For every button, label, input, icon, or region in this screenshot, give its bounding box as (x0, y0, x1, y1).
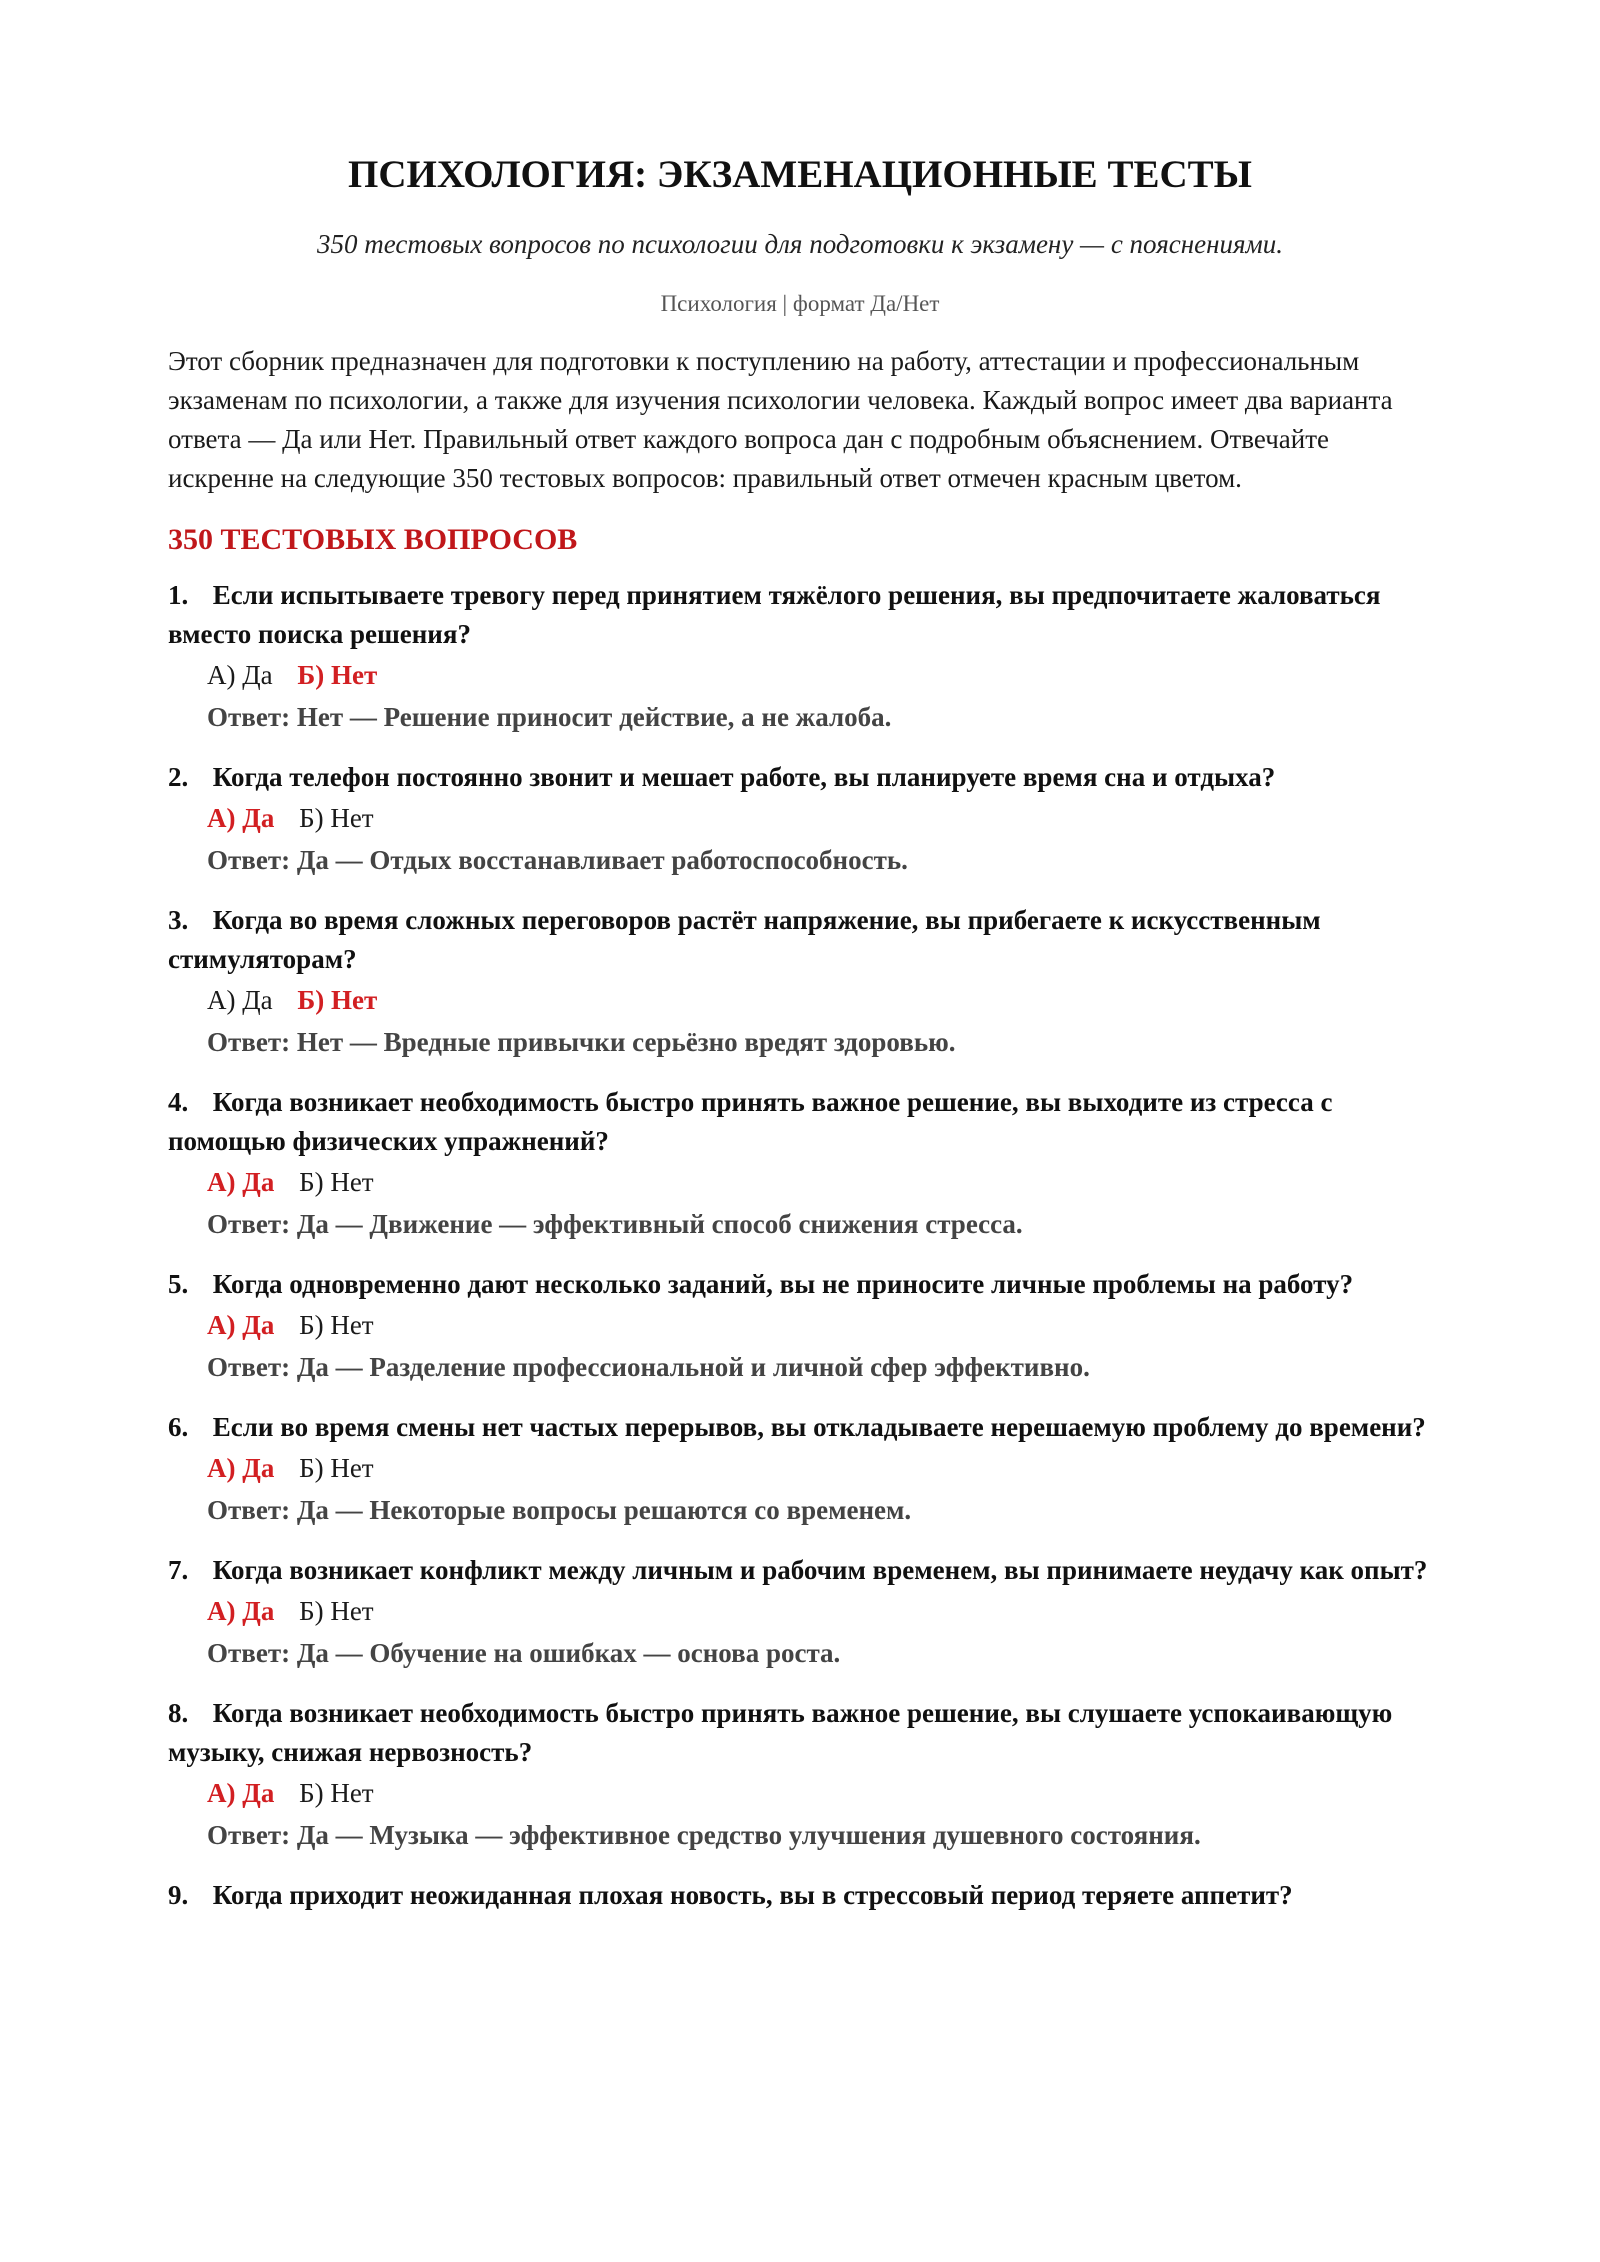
question-number: 9. (168, 1880, 189, 1910)
answer-explanation: Ответ: Да — Отдых восстанавливает работоспособность. (207, 845, 908, 875)
question-body: Когда возникает необходимость быстро принять важное решение, вы слушаете успокаивающую музыку, снижая нервозность? (168, 1698, 1393, 1767)
option-b: Б) Нет (297, 985, 378, 1015)
question-text (168, 901, 1432, 979)
question-text (168, 1083, 1432, 1161)
question-number: 4. (168, 1087, 189, 1117)
section-heading: 350 ТЕСТОВЫХ ВОПРОСОВ (168, 523, 578, 556)
option-a: А) Да (207, 803, 275, 833)
answer-explanation: Ответ: Нет — Вредные привычки серьёзно вредят здоровью. (207, 1027, 956, 1057)
question-item (168, 1408, 1432, 1531)
answer-explanation: Ответ: Нет — Решение приносит действие, а не жалоба. (207, 702, 892, 732)
question-text (168, 1408, 1432, 1447)
question-list (168, 576, 1432, 1915)
question-number: 5. (168, 1269, 189, 1299)
answer-options (168, 979, 1432, 1021)
question-text (168, 1265, 1432, 1304)
question-text (168, 576, 1432, 654)
question-number: 8. (168, 1698, 189, 1728)
question-item (168, 1265, 1432, 1388)
question-body: Когда одновременно дают несколько заданий, вы не приносите личные проблемы на работу? (212, 1269, 1354, 1299)
question-body: Если во время смены нет частых перерывов, вы откладываете нерешаемую проблему до времени? (212, 1412, 1426, 1442)
answer-options (168, 797, 1432, 839)
option-b: Б) Нет (297, 660, 378, 690)
option-a: А) Да (207, 1596, 275, 1626)
question-number: 1. (168, 580, 189, 610)
question-item (168, 1551, 1432, 1674)
answer-options (168, 1161, 1432, 1203)
question-text (168, 1694, 1432, 1772)
answer-explanation: Ответ: Да — Обучение на ошибках — основа роста. (207, 1638, 841, 1668)
answer-explanation: Ответ: Да — Разделение профессиональной и личной сфер эффективно. (207, 1352, 1090, 1382)
question-number: 3. (168, 905, 189, 935)
option-a: А) Да (207, 660, 273, 690)
question-body: Если испытываете тревогу перед принятием тяжёлого решения, вы предпочитаете жаловаться вместо поиска решения? (168, 580, 1381, 649)
option-b: Б) Нет (299, 1167, 374, 1197)
question-item (168, 576, 1432, 738)
answer-options (168, 1447, 1432, 1489)
option-a: А) Да (207, 1778, 275, 1808)
option-a: А) Да (207, 1167, 275, 1197)
question-number: 6. (168, 1412, 189, 1442)
question-item (168, 901, 1432, 1063)
question-text (168, 758, 1432, 797)
document-title: ПСИХОЛОГИЯ: ЭКЗАМЕНАЦИОННЫЕ ТЕСТЫ (348, 153, 1252, 196)
question-body: Когда телефон постоянно звонит и мешает работе, вы планируете время сна и отдыха? (212, 762, 1276, 792)
option-b: Б) Нет (299, 1596, 374, 1626)
document-meta: Психология | формат Да/Нет (660, 291, 940, 316)
question-body: Когда во время сложных переговоров растёт напряжение, вы прибегаете к искусственным стимуляторам? (168, 905, 1321, 974)
document-subtitle: 350 тестовых вопросов по психологии для подготовки к экзамену — с пояснениями. (316, 229, 1284, 259)
question-item (168, 1876, 1432, 1915)
option-b: Б) Нет (299, 803, 374, 833)
intro-paragraph: Этот сборник предназначен для подготовки к поступлению на работу, аттестации и профессиональным экзаменам по психологии, а также для изучения психологии человека. Каждый вопрос имеет два варианта ответа — Да или Нет. Правильный ответ каждого вопроса дан с подробным объяснением. Отвечайте искренне на следующие 350 тестовых вопросов: правильный ответ отмечен красным цветом. (168, 346, 1393, 493)
answer-options (168, 1304, 1432, 1346)
option-b: Б) Нет (299, 1310, 374, 1340)
option-b: Б) Нет (299, 1778, 374, 1808)
answer-explanation: Ответ: Да — Движение — эффективный способ снижения стресса. (207, 1209, 1023, 1239)
answer-explanation: Ответ: Да — Некоторые вопросы решаются со временем. (207, 1495, 912, 1525)
answer-explanation: Ответ: Да — Музыка — эффективное средство улучшения душевного состояния. (207, 1820, 1201, 1850)
question-item (168, 1694, 1432, 1856)
question-body: Когда возникает конфликт между личным и рабочим временем, вы принимаете неудачу как опыт? (212, 1555, 1428, 1585)
question-item (168, 758, 1432, 881)
question-number: 7. (168, 1555, 189, 1585)
option-a: А) Да (207, 985, 273, 1015)
option-a: А) Да (207, 1310, 275, 1340)
answer-options (168, 1772, 1432, 1814)
question-item (168, 1083, 1432, 1245)
answer-options (168, 654, 1432, 696)
question-number: 2. (168, 762, 189, 792)
question-body: Когда приходит неожиданная плохая новость, вы в стрессовый период теряете аппетит? (212, 1880, 1293, 1910)
option-a: А) Да (207, 1453, 275, 1483)
question-body: Когда возникает необходимость быстро принять важное решение, вы выходите из стресса с помощью физических упражнений? (168, 1087, 1333, 1156)
answer-options (168, 1590, 1432, 1632)
question-text (168, 1876, 1432, 1915)
option-b: Б) Нет (299, 1453, 374, 1483)
question-text (168, 1551, 1432, 1590)
